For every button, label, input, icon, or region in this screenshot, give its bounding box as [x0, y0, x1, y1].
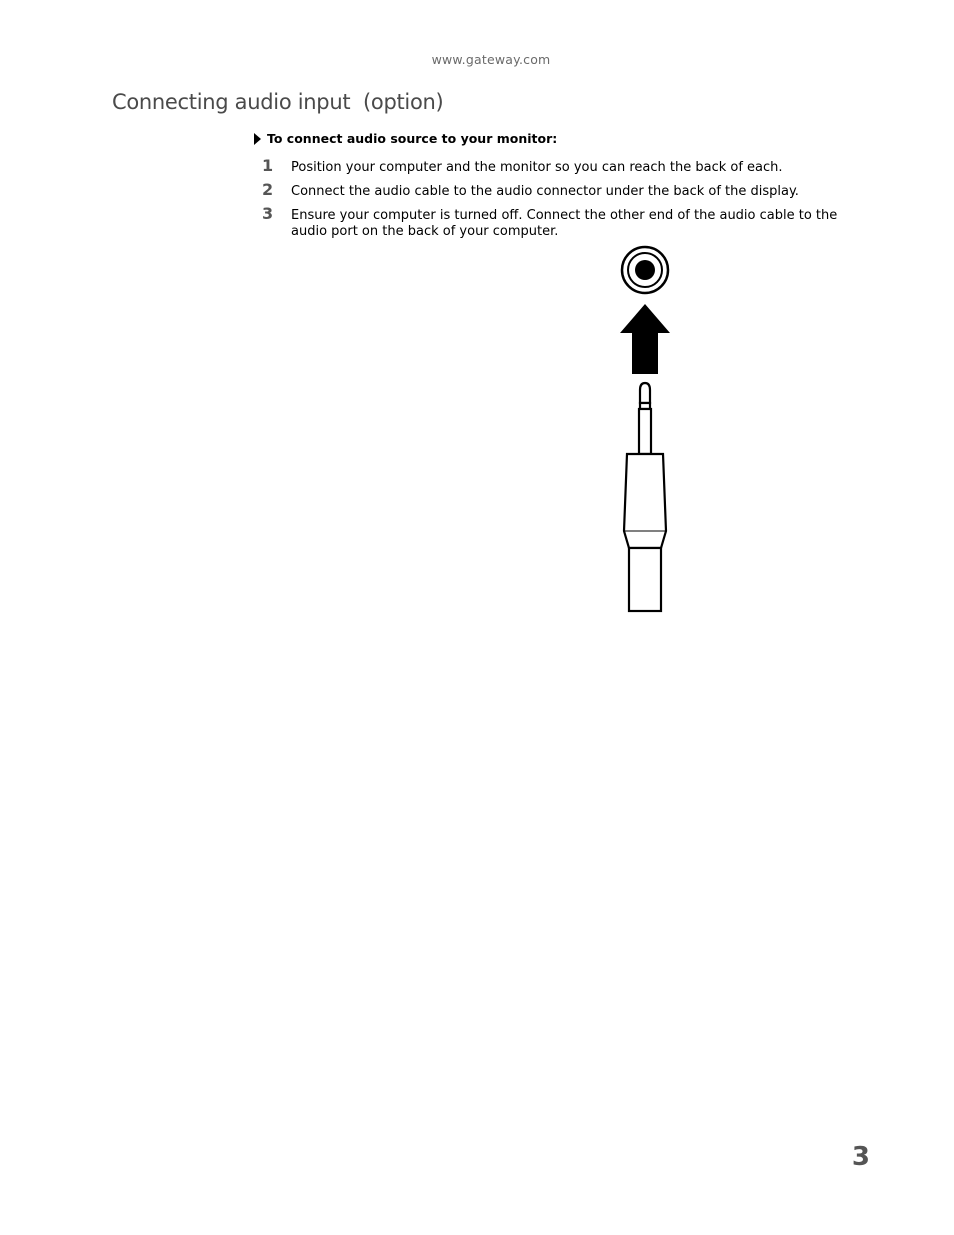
- audio-port-icon: [622, 247, 668, 293]
- step-item: [262, 181, 874, 200]
- procedure-heading-text: To connect audio source to your monitor:: [267, 131, 558, 146]
- procedure-heading: [254, 131, 557, 146]
- step-item: [262, 205, 874, 240]
- step-number: 3: [262, 204, 274, 223]
- step-text: Ensure your computer is turned off. Connect the other end of the audio cable to the audio port on the back of your computer.: [291, 208, 838, 239]
- up-arrow-icon: [620, 304, 670, 374]
- step-item: [262, 157, 874, 176]
- step-number: 1: [262, 156, 274, 175]
- audio-plug-icon: [624, 383, 666, 611]
- step-list: [262, 157, 874, 245]
- step-text: Position your computer and the monitor so you can reach the back of each.: [291, 160, 783, 175]
- header-url: www.gateway.com: [431, 52, 551, 67]
- audio-connection-svg: [600, 244, 690, 616]
- triangle-bullet-icon: [254, 133, 261, 145]
- step-text: Connect the audio cable to the audio connector under the back of the display.: [291, 184, 799, 199]
- section-title: Connecting audio input (option): [112, 90, 444, 114]
- audio-connection-illustration: [600, 244, 690, 616]
- step-number: 2: [262, 180, 274, 199]
- page-number: 3: [851, 1142, 870, 1172]
